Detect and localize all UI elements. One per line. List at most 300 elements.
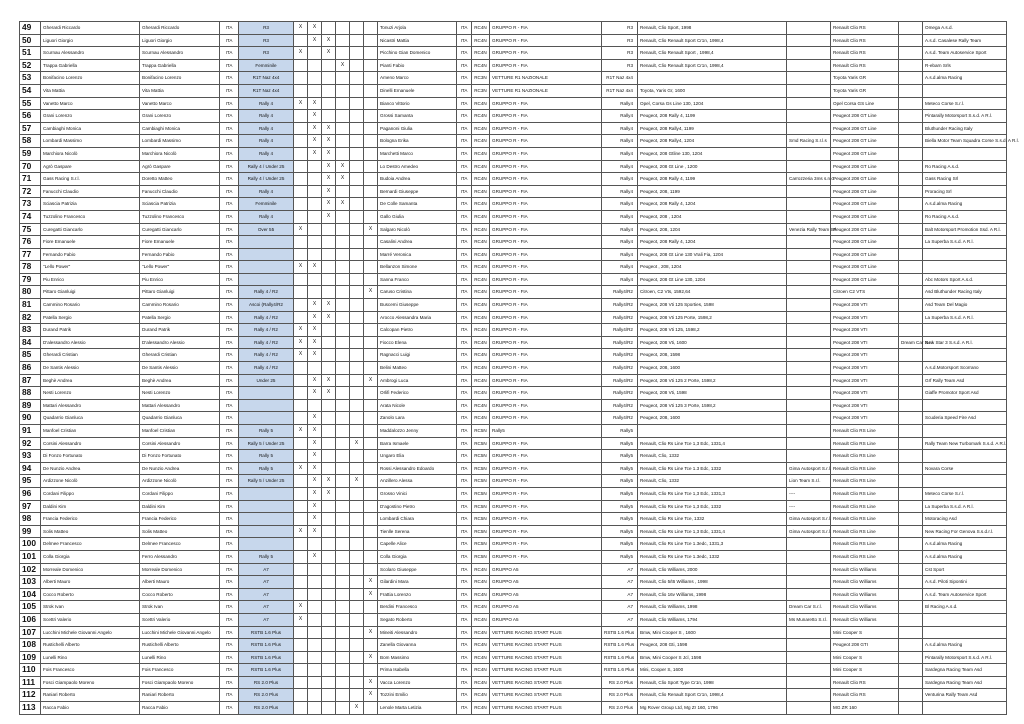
entry-number-cell: 85 bbox=[20, 349, 41, 362]
group-cell: GRUPPO R - FIA bbox=[490, 311, 602, 324]
driver-nationality-cell: ITA bbox=[220, 299, 239, 312]
extra-cell bbox=[899, 664, 923, 677]
car-description-cell: Opel, Corsa Gs Line 130, 1204 bbox=[638, 97, 787, 110]
team-cell: A.s.d. Casalese Rally Team bbox=[923, 34, 1007, 47]
car-class-cell: RC4N bbox=[472, 387, 490, 400]
flag-1-cell bbox=[294, 639, 308, 652]
competitor-cell: Tuzzolino Francesco bbox=[41, 210, 140, 223]
driver-cell: Doretto Matteo bbox=[140, 173, 220, 186]
preparer-cell bbox=[787, 160, 831, 173]
entry-number-cell: 112 bbox=[20, 689, 41, 702]
group-cell: GRUPPO R - FIA bbox=[490, 513, 602, 526]
co-driver-nationality-cell: ITA bbox=[457, 210, 472, 223]
driver-cell: Fanucchi Claudio bbox=[140, 185, 220, 198]
flag-5-cell bbox=[350, 336, 364, 349]
car-model-cell: Peugeot 208 GT Line bbox=[831, 122, 899, 135]
flag-6-cell bbox=[364, 34, 378, 47]
car-class-cell: RC4N bbox=[472, 160, 490, 173]
car-class-cell: RC4N bbox=[472, 210, 490, 223]
flag-6-cell: X bbox=[364, 651, 378, 664]
co-driver-cell: Bianco Vittorio bbox=[378, 97, 457, 110]
car-model-cell: Renault Clio RS Line bbox=[831, 475, 899, 488]
driver-class-cell: A7 bbox=[239, 563, 294, 576]
car-class-cell: RC4N bbox=[472, 601, 490, 614]
car-description-cell: Renault, Clio Renault Sport Cr1n, 1998,4 bbox=[638, 34, 787, 47]
class-cell: Rally5 bbox=[602, 487, 638, 500]
preparer-cell: Ms Munaretto S.r.l. bbox=[787, 613, 831, 626]
competitor-cell: Liguori Giorgio bbox=[41, 34, 140, 47]
entry-number-cell: 72 bbox=[20, 185, 41, 198]
flag-4-cell bbox=[336, 147, 350, 160]
competitor-cell: Gherardi Riccardo bbox=[41, 22, 140, 35]
flag-1-cell: X bbox=[294, 525, 308, 538]
flag-1-cell bbox=[294, 412, 308, 425]
flag-4-cell bbox=[336, 639, 350, 652]
flag-2-cell: X bbox=[308, 437, 322, 450]
flag-4-cell bbox=[336, 110, 350, 123]
team-cell: Sardegna Racing Team Asd bbox=[923, 664, 1007, 677]
driver-class-cell bbox=[239, 387, 294, 400]
extra-cell bbox=[899, 500, 923, 513]
team-cell: La Superba S.s.d. A R.l. bbox=[923, 236, 1007, 249]
driver-nationality-cell: ITA bbox=[220, 626, 239, 639]
extra-cell bbox=[899, 676, 923, 689]
driver-class-cell: A7 bbox=[239, 601, 294, 614]
driver-nationality-cell: ITA bbox=[220, 147, 239, 160]
flag-1-cell bbox=[294, 702, 308, 715]
flag-3-cell bbox=[322, 248, 336, 261]
flag-3-cell: X bbox=[322, 185, 336, 198]
class-cell: Rally5 bbox=[602, 450, 638, 463]
co-driver-cell: Ungaro Elia bbox=[378, 450, 457, 463]
car-model-cell: Peugeot 208 GT Line bbox=[831, 210, 899, 223]
flag-5-cell bbox=[350, 550, 364, 563]
team-cell: Ro Racing A.s.d. bbox=[923, 210, 1007, 223]
co-driver-nationality-cell: ITA bbox=[457, 122, 472, 135]
car-description-cell: Mg Rover Group Ltd, Mg Zr 160, 1796 bbox=[638, 702, 787, 715]
preparer-cell bbox=[787, 273, 831, 286]
flag-4-cell bbox=[336, 84, 350, 97]
competitor-cell: Agrò Gaspare bbox=[41, 160, 140, 173]
co-driver-cell: Picchino Gian Domenico bbox=[378, 47, 457, 60]
driver-cell: Scettri Valerio bbox=[140, 613, 220, 626]
driver-cell: Di Fonzo Fortunato bbox=[140, 450, 220, 463]
extra-cell bbox=[899, 324, 923, 337]
table-row bbox=[20, 135, 1007, 148]
class-cell: Rally4/R2 bbox=[602, 311, 638, 324]
flag-2-cell bbox=[308, 273, 322, 286]
flag-5-cell bbox=[350, 223, 364, 236]
competitor-cell: Raniari Roberto bbox=[41, 689, 140, 702]
car-description-cell: Peugeot, 208 Vti, 1598 bbox=[638, 387, 787, 400]
competitor-cell: "Lello Power" bbox=[41, 261, 140, 274]
flag-1-cell bbox=[294, 475, 308, 488]
group-cell: VETTURE RACING START PLUS bbox=[490, 702, 602, 715]
team-cell: Giaffe Promotor Sport Asd bbox=[923, 387, 1007, 400]
entry-number-cell: 55 bbox=[20, 97, 41, 110]
flag-5-cell bbox=[350, 563, 364, 576]
extra-cell bbox=[899, 399, 923, 412]
co-driver-cell: Buscemi Giuseppe bbox=[378, 299, 457, 312]
driver-class-cell: Rally 4 bbox=[239, 147, 294, 160]
flag-2-cell bbox=[308, 626, 322, 639]
flag-4-cell bbox=[336, 336, 350, 349]
flag-1-cell: X bbox=[294, 47, 308, 60]
car-class-cell: RC4N bbox=[472, 185, 490, 198]
co-driver-nationality-cell: ITA bbox=[457, 59, 472, 72]
flag-3-cell: X bbox=[322, 198, 336, 211]
extra-cell bbox=[899, 248, 923, 261]
team-cell: Sardegna Racing Team Asd bbox=[923, 676, 1007, 689]
extra-cell bbox=[899, 626, 923, 639]
driver-class-cell: Rally 5 bbox=[239, 550, 294, 563]
flag-5-cell bbox=[350, 513, 364, 526]
driver-nationality-cell: ITA bbox=[220, 513, 239, 526]
driver-class-cell: RS 2.0 Plus bbox=[239, 676, 294, 689]
car-class-cell: RC5N bbox=[472, 450, 490, 463]
car-model-cell: Peugeot 208 GTI bbox=[831, 639, 899, 652]
table-row bbox=[20, 173, 1007, 186]
co-driver-cell: Arata Nicole bbox=[378, 399, 457, 412]
flag-4-cell bbox=[336, 538, 350, 551]
car-model-cell: Peugeot 208 VTI bbox=[831, 412, 899, 425]
table-row bbox=[20, 59, 1007, 72]
flag-6-cell bbox=[364, 639, 378, 652]
team-cell: La Superba S.s.d. A R.l. bbox=[923, 500, 1007, 513]
class-cell: R3 bbox=[602, 59, 638, 72]
class-cell: Rally4 bbox=[602, 147, 638, 160]
driver-cell: Pittaro Gianluigi bbox=[140, 286, 220, 299]
co-driver-cell: D'agostino Pietro bbox=[378, 500, 457, 513]
car-model-cell: Renault Clio RS bbox=[831, 689, 899, 702]
flag-5-cell bbox=[350, 601, 364, 614]
entry-number-cell: 80 bbox=[20, 286, 41, 299]
flag-1-cell bbox=[294, 387, 308, 400]
group-cell: GRUPPO R - FIA bbox=[490, 437, 602, 450]
flag-3-cell: X bbox=[322, 311, 336, 324]
table-row bbox=[20, 160, 1007, 173]
preparer-cell bbox=[787, 286, 831, 299]
preparer-cell bbox=[787, 324, 831, 337]
co-driver-nationality-cell: ITA bbox=[457, 173, 472, 186]
car-description-cell: Peugeot, 208 Rally 4, 1204 bbox=[638, 198, 787, 211]
class-cell: RSTB 1.6 Plus bbox=[602, 639, 638, 652]
driver-nationality-cell: ITA bbox=[220, 97, 239, 110]
car-description-cell: Renault, Clio Renault Sport Cr1n, 1998,4 bbox=[638, 59, 787, 72]
table-row bbox=[20, 664, 1007, 677]
preparer-cell bbox=[787, 147, 831, 160]
flag-2-cell bbox=[308, 702, 322, 715]
co-driver-nationality-cell: ITA bbox=[457, 613, 472, 626]
class-cell: A7 bbox=[602, 601, 638, 614]
class-cell: Rally5 bbox=[602, 500, 638, 513]
flag-1-cell bbox=[294, 59, 308, 72]
flag-4-cell bbox=[336, 425, 350, 438]
car-description-cell: Renault, Clio Rs Line Tce 1,3 Edc, 1331,4 bbox=[638, 437, 787, 450]
flag-1-cell bbox=[294, 160, 308, 173]
extra-cell bbox=[899, 160, 923, 173]
entry-number-cell: 103 bbox=[20, 576, 41, 589]
flag-3-cell bbox=[322, 324, 336, 337]
flag-4-cell bbox=[336, 651, 350, 664]
team-cell: Meteco Corse S.r.l. bbox=[923, 97, 1007, 110]
car-class-cell: RC4N bbox=[472, 336, 490, 349]
table-row bbox=[20, 248, 1007, 261]
flag-4-cell: X bbox=[336, 160, 350, 173]
flag-5-cell bbox=[350, 664, 364, 677]
flag-2-cell bbox=[308, 601, 322, 614]
flag-3-cell: X bbox=[322, 160, 336, 173]
flag-1-cell bbox=[294, 676, 308, 689]
car-description-cell: Peugeot, 208 Vti 125, 1598,2 bbox=[638, 324, 787, 337]
flag-4-cell bbox=[336, 299, 350, 312]
team-cell bbox=[923, 613, 1007, 626]
car-class-cell: RC5N bbox=[472, 462, 490, 475]
class-cell: A7 bbox=[602, 576, 638, 589]
flag-3-cell: X bbox=[322, 299, 336, 312]
flag-1-cell: X bbox=[294, 601, 308, 614]
co-driver-cell: Grossi Samanta bbox=[378, 110, 457, 123]
driver-class-cell: Ascoi (Rally4/R2 bbox=[239, 299, 294, 312]
flag-3-cell bbox=[322, 273, 336, 286]
driver-nationality-cell: ITA bbox=[220, 676, 239, 689]
flag-4-cell bbox=[336, 399, 350, 412]
car-class-cell: RC4N bbox=[472, 122, 490, 135]
flag-3-cell: X bbox=[322, 122, 336, 135]
driver-class-cell bbox=[239, 273, 294, 286]
car-model-cell: Peugeot 208 GT Line bbox=[831, 223, 899, 236]
competitor-cell: Grani Lorenzo bbox=[41, 110, 140, 123]
driver-cell: Liguori Giorgio bbox=[140, 34, 220, 47]
preparer-cell bbox=[787, 185, 831, 198]
table-row bbox=[20, 399, 1007, 412]
class-cell: A7 bbox=[602, 613, 638, 626]
driver-class-cell: Femminile bbox=[239, 59, 294, 72]
extra-cell bbox=[899, 450, 923, 463]
extra-cell bbox=[899, 273, 923, 286]
flag-1-cell bbox=[294, 122, 308, 135]
driver-cell: Corsini Alessandro bbox=[140, 437, 220, 450]
co-driver-nationality-cell: ITA bbox=[457, 97, 472, 110]
entry-number-cell: 50 bbox=[20, 34, 41, 47]
table-row bbox=[20, 563, 1007, 576]
driver-class-cell: R3 bbox=[239, 47, 294, 60]
class-cell: RSTB 1.6 Plus bbox=[602, 664, 638, 677]
group-cell: GRUPPO A5 bbox=[490, 601, 602, 614]
flag-6-cell bbox=[364, 173, 378, 186]
team-cell bbox=[923, 147, 1007, 160]
flag-4-cell bbox=[336, 487, 350, 500]
driver-nationality-cell: ITA bbox=[220, 135, 239, 148]
driver-cell: Morreale Domenico bbox=[140, 563, 220, 576]
extra-cell bbox=[899, 525, 923, 538]
driver-nationality-cell: ITA bbox=[220, 702, 239, 715]
driver-class-cell: Rally 4 / R2 bbox=[239, 324, 294, 337]
car-class-cell: RC4N bbox=[472, 626, 490, 639]
competitor-cell: De Nunzio Andrea bbox=[41, 462, 140, 475]
table-row bbox=[20, 412, 1007, 425]
flag-3-cell bbox=[322, 563, 336, 576]
flag-5-cell bbox=[350, 173, 364, 186]
table-row bbox=[20, 185, 1007, 198]
driver-cell: Lucchini Michele Giovanni Angelo bbox=[140, 626, 220, 639]
driver-cell: Trappa Gabriella bbox=[140, 59, 220, 72]
preparer-cell bbox=[787, 576, 831, 589]
competitor-cell: Colla Giorgia bbox=[41, 550, 140, 563]
driver-cell: De Santis Alessio bbox=[140, 362, 220, 375]
competitor-cell: Fosci Giampaolo Moreno bbox=[41, 676, 140, 689]
competitor-cell: Durand Patrik bbox=[41, 324, 140, 337]
flag-2-cell bbox=[308, 286, 322, 299]
flag-5-cell bbox=[350, 613, 364, 626]
preparer-cell bbox=[787, 425, 831, 438]
group-cell: GRUPPO R - FIA bbox=[490, 198, 602, 211]
flag-6-cell: X bbox=[364, 374, 378, 387]
driver-cell: D'alessandro Alessio bbox=[140, 336, 220, 349]
flag-2-cell bbox=[308, 538, 322, 551]
flag-6-cell bbox=[364, 362, 378, 375]
co-driver-nationality-cell: ITA bbox=[457, 500, 472, 513]
driver-cell: Raniari Roberto bbox=[140, 689, 220, 702]
co-driver-nationality-cell: ITA bbox=[457, 475, 472, 488]
car-description-cell: Bmw, Mini Cooper S , 1600 bbox=[638, 626, 787, 639]
table-row bbox=[20, 22, 1007, 35]
driver-class-cell: Over 55 bbox=[239, 223, 294, 236]
flag-2-cell: X bbox=[308, 261, 322, 274]
driver-class-cell: Rally 4 / R2 bbox=[239, 286, 294, 299]
class-cell: Rally4 bbox=[602, 223, 638, 236]
driver-cell: Agrò Gaspare bbox=[140, 160, 220, 173]
co-driver-nationality-cell: ITA bbox=[457, 198, 472, 211]
co-driver-nationality-cell: ITA bbox=[457, 311, 472, 324]
table-row bbox=[20, 588, 1007, 601]
driver-class-cell: RSTB 1.6 Plus bbox=[239, 626, 294, 639]
class-cell: Rally4 bbox=[602, 273, 638, 286]
flag-1-cell: X bbox=[294, 336, 308, 349]
flag-2-cell: X bbox=[308, 311, 322, 324]
co-driver-nationality-cell: ITA bbox=[457, 248, 472, 261]
competitor-cell: Cordani Filippo bbox=[41, 487, 140, 500]
preparer-cell bbox=[787, 336, 831, 349]
flag-4-cell bbox=[336, 626, 350, 639]
co-driver-cell: Vacca Lorenzo bbox=[378, 676, 457, 689]
table-row bbox=[20, 236, 1007, 249]
flag-1-cell bbox=[294, 362, 308, 375]
entry-number-cell: 110 bbox=[20, 664, 41, 677]
co-driver-cell: Frattia Lorenzo bbox=[378, 588, 457, 601]
car-model-cell: Renault Clio RS Line bbox=[831, 450, 899, 463]
co-driver-cell: Capelle Alice bbox=[378, 538, 457, 551]
group-cell: Rally5 bbox=[490, 425, 602, 438]
extra-cell bbox=[899, 387, 923, 400]
competitor-cell: Pittaro Gianluigi bbox=[41, 286, 140, 299]
flag-5-cell bbox=[350, 59, 364, 72]
class-cell: Rally4 bbox=[602, 248, 638, 261]
car-model-cell: Peugeot 208 GT Line bbox=[831, 261, 899, 274]
group-cell: GRUPPO R - FIA bbox=[490, 399, 602, 412]
flag-4-cell bbox=[336, 500, 350, 513]
competitor-cell: Gherardi Cristian bbox=[41, 349, 140, 362]
flag-3-cell bbox=[322, 462, 336, 475]
car-model-cell: Renault Clio Williams bbox=[831, 613, 899, 626]
driver-cell: Rustichelli Alberto bbox=[140, 639, 220, 652]
co-driver-nationality-cell: ITA bbox=[457, 286, 472, 299]
extra-cell bbox=[899, 299, 923, 312]
driver-nationality-cell: ITA bbox=[220, 34, 239, 47]
flag-3-cell bbox=[322, 576, 336, 589]
group-cell: GRUPPO R - FIA bbox=[490, 97, 602, 110]
flag-5-cell bbox=[350, 626, 364, 639]
flag-5-cell bbox=[350, 72, 364, 85]
flag-1-cell: X bbox=[294, 349, 308, 362]
entry-number-cell: 70 bbox=[20, 160, 41, 173]
co-driver-cell: Nicastri Mattia bbox=[378, 34, 457, 47]
flag-5-cell bbox=[350, 236, 364, 249]
preparer-cell bbox=[787, 563, 831, 576]
co-driver-nationality-cell: ITA bbox=[457, 185, 472, 198]
co-driver-nationality-cell: ITA bbox=[457, 588, 472, 601]
preparer-cell bbox=[787, 198, 831, 211]
flag-3-cell bbox=[322, 84, 336, 97]
flag-1-cell bbox=[294, 286, 308, 299]
car-description-cell: Peugeot, 208 Rally4, 1199 bbox=[638, 122, 787, 135]
class-cell: Rally4/R2 bbox=[602, 362, 638, 375]
preparer-cell bbox=[787, 639, 831, 652]
driver-cell: Strok Ivan bbox=[140, 601, 220, 614]
preparer-cell: Gima Autosport S.r.l. bbox=[787, 462, 831, 475]
group-cell: GRUPPO A5 bbox=[490, 613, 602, 626]
driver-cell: Piu Enrico bbox=[140, 273, 220, 286]
preparer-cell bbox=[787, 349, 831, 362]
car-model-cell: Renault Clio Williams bbox=[831, 601, 899, 614]
flag-6-cell bbox=[364, 601, 378, 614]
flag-5-cell bbox=[350, 538, 364, 551]
flag-6-cell bbox=[364, 550, 378, 563]
flag-4-cell bbox=[336, 563, 350, 576]
driver-nationality-cell: ITA bbox=[220, 160, 239, 173]
preparer-cell bbox=[787, 248, 831, 261]
flag-4-cell: X bbox=[336, 173, 350, 186]
car-model-cell: Peugeot 208 GT Line bbox=[831, 147, 899, 160]
competitor-cell: Patella Sergio bbox=[41, 311, 140, 324]
co-driver-nationality-cell: ITA bbox=[457, 84, 472, 97]
extra-cell bbox=[899, 198, 923, 211]
entry-number-cell: 84 bbox=[20, 336, 41, 349]
flag-6-cell bbox=[364, 399, 378, 412]
flag-6-cell bbox=[364, 122, 378, 135]
flag-6-cell bbox=[364, 59, 378, 72]
entry-number-cell: 96 bbox=[20, 487, 41, 500]
driver-nationality-cell: ITA bbox=[220, 261, 239, 274]
driver-cell: Racca Fabio bbox=[140, 702, 220, 715]
co-driver-cell: Scolaro Giuseppe bbox=[378, 563, 457, 576]
flag-1-cell bbox=[294, 311, 308, 324]
car-model-cell: Renault Clio RS Line bbox=[831, 550, 899, 563]
flag-4-cell: X bbox=[336, 198, 350, 211]
flag-3-cell bbox=[322, 236, 336, 249]
co-driver-cell: Maddalozzo Jenny bbox=[378, 425, 457, 438]
co-driver-cell: Salgaro Nicolò bbox=[378, 223, 457, 236]
class-cell: Rally5 bbox=[602, 462, 638, 475]
flag-1-cell: X bbox=[294, 22, 308, 35]
driver-nationality-cell: ITA bbox=[220, 286, 239, 299]
car-class-cell: RC4N bbox=[472, 273, 490, 286]
co-driver-cell: Berdini Francesco bbox=[378, 601, 457, 614]
car-model-cell: Peugeot 208 GT Line bbox=[831, 185, 899, 198]
flag-1-cell bbox=[294, 588, 308, 601]
flag-6-cell bbox=[364, 248, 378, 261]
entry-number-cell: 106 bbox=[20, 613, 41, 626]
